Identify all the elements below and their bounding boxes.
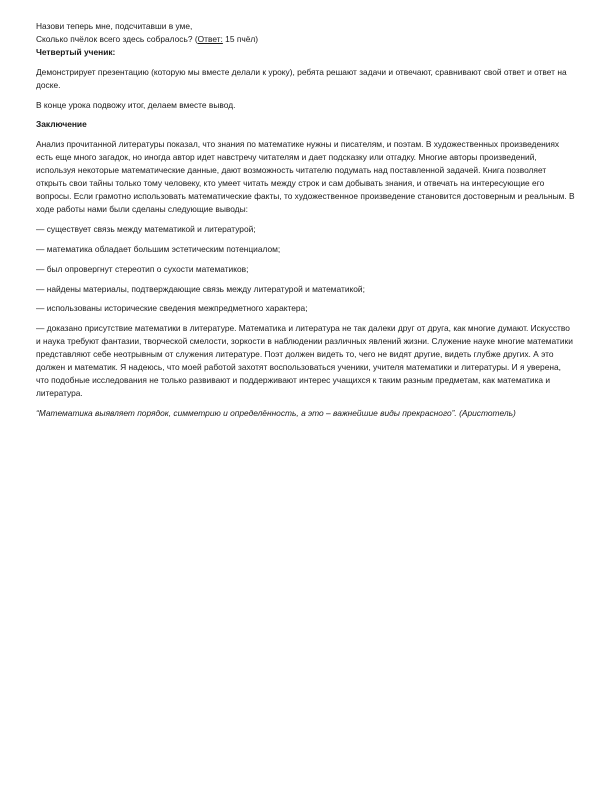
finding-item: — доказано присутствие математики в литературе. Математика и литература не так далеки друг от друга, как многие думают. Искусство и наука требуют фантазии, творческой смелости, зоркости в наблюдении различных явлений жизни. Служение науке многие математики представляют себе неотрывным от служения литературе. Поэт должен видеть то, чего не видят другие, видеть глубже других. А это должен и математик. Я надеюсь, что моей работой захотят воспользоваться ученики, учителя математики и литературы. И я уверена, что подобные исследования не только развивают и поддерживают интерес учащихся к таким разным предметам, как математика и литература. — [36, 323, 573, 398]
answer-value: 15 пчёл) — [222, 33, 259, 44]
lesson-summary-paragraph: В конце урока подвожу итог, делаем вместе вывод. — [36, 99, 236, 110]
answer-label: Ответ: — [197, 33, 223, 44]
fourth-student-heading: Четвертый ученик: — [36, 46, 116, 57]
poem-line-2-text: Сколько пчёлок всего здесь собралось? ( — [36, 33, 198, 44]
fourth-student-paragraph: Демонстрирует презентацию (которую мы вместе делали к уроку), ребята решают задачи и отвечают, сравнивают свой ответ и ответ на доске. — [36, 66, 567, 90]
finding-item: — использованы исторические сведения межпредметного характера; — [36, 303, 308, 314]
conclusion-heading: Заключение — [36, 119, 87, 130]
poem-line-2 — [36, 33, 576, 46]
finding-item: — найдены материалы, подтверждающие связь между литературой и математикой; — [36, 283, 365, 294]
finding-item: — был опровергнут стереотип о сухости математиков; — [36, 263, 249, 274]
finding-item: — существует связь между математикой и литературой; — [36, 223, 256, 234]
aristotle-quote: “Математика выявляет порядок, симметрию и определённость, а это – важнейшие виды прекрасного”. (Аристотель) — [36, 407, 516, 418]
poem-line-1: Назови теперь мне, подсчитавши в уме, — [36, 21, 193, 31]
finding-item: — математика обладает большим эстетическим потенциалом; — [36, 243, 281, 254]
conclusion-paragraph: Анализ прочитанной литературы показал, что знания по математике нужны и писателям, и поэтам. В художественных произведениях есть еще много загадок, но иногда автор идет навстречу читателям и дает подсказку или отгадку. Многие авторы произведений, используя некоторые математические данные, дают возможность читателю подумать над поставленной задачей. Книга позволяет открыть свои тайны только тому человеку, кто умеет читать между строк и сам добывать знания, и отвечать на интересующие его вопросы. Если грамотно использовать математические факты, то художественное произведение становится достоверным и реальным. В ходе работы нами были сделаны следующие выводы: — [36, 139, 575, 214]
